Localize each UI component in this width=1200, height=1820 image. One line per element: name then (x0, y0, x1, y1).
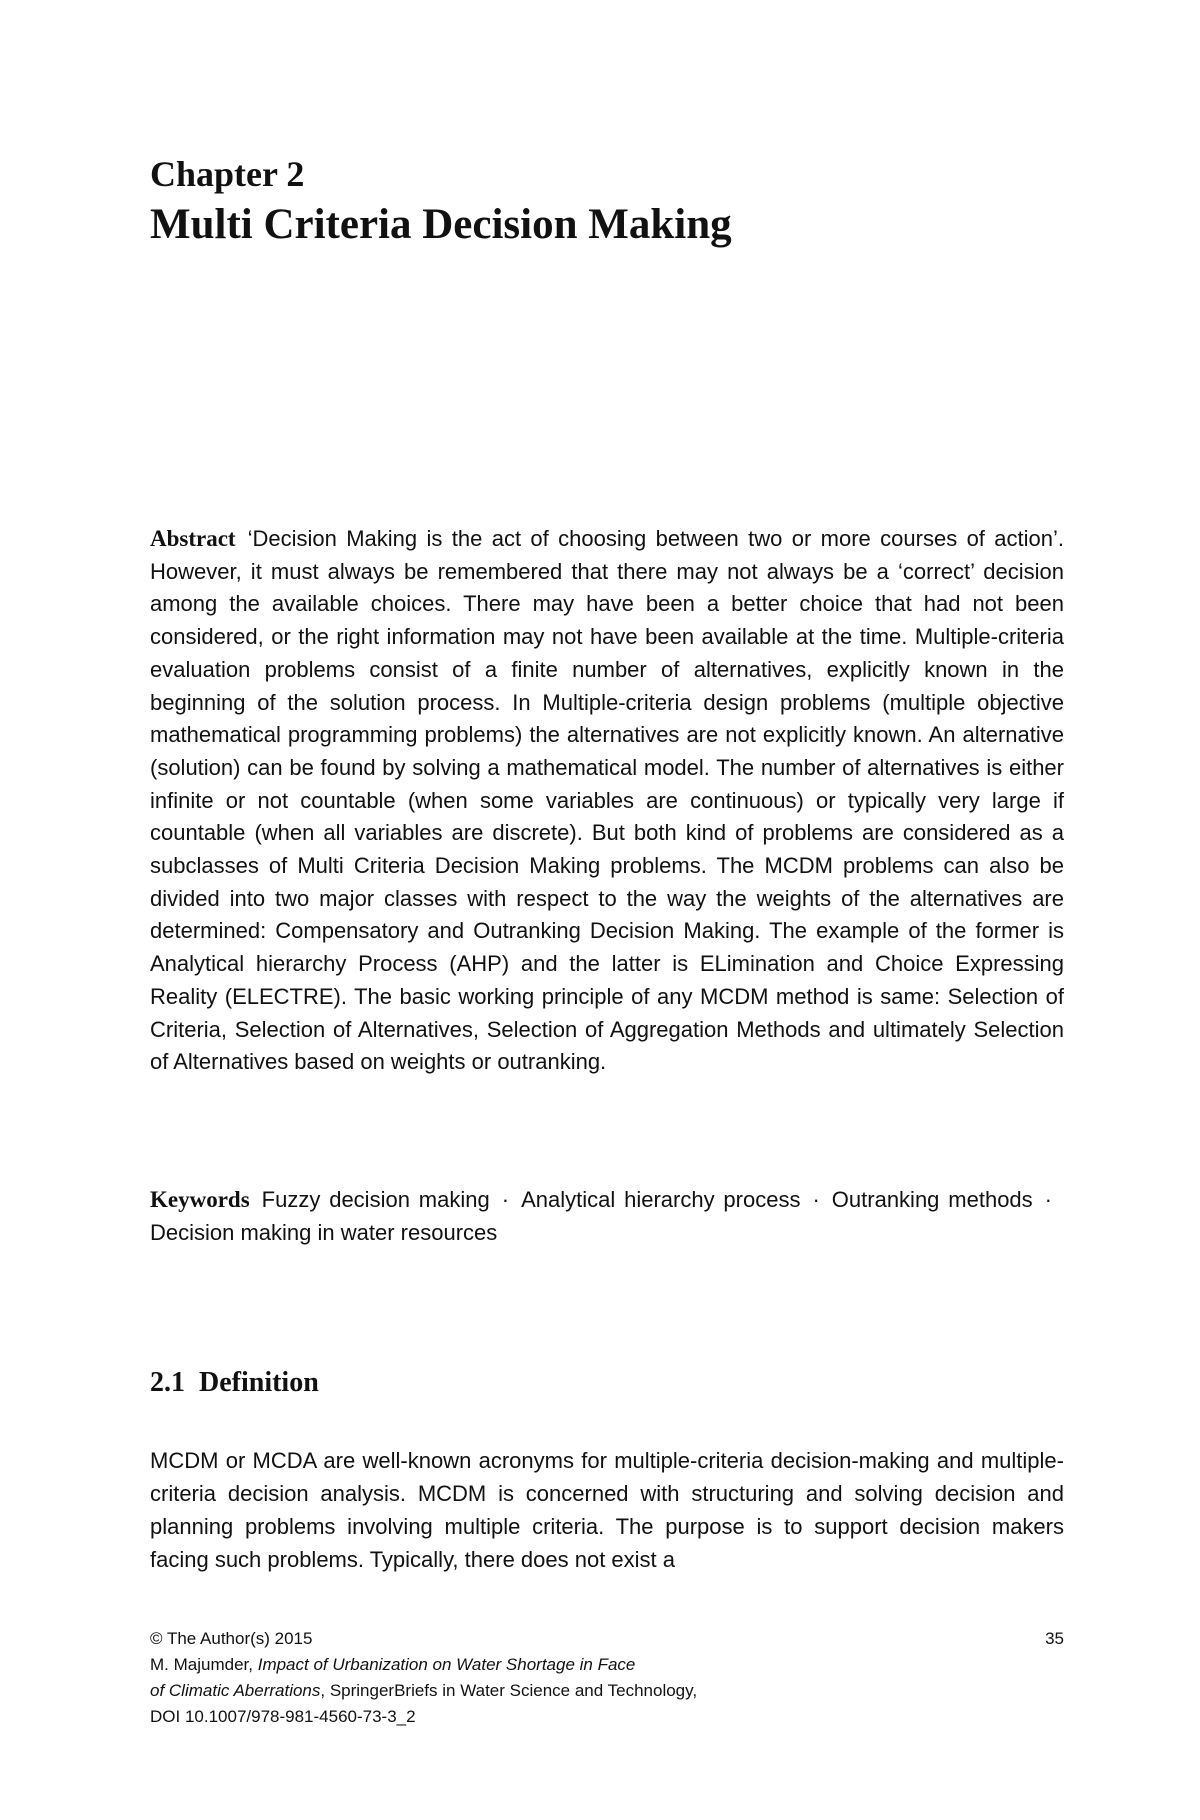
keyword-item: Outranking methods (831, 1187, 1033, 1212)
chapter-label: Chapter 2 (150, 154, 305, 194)
section-heading (150, 1366, 319, 1400)
abstract-paragraph (150, 523, 1064, 1079)
copyright-line: © The Author(s) 2015 (150, 1629, 313, 1648)
citation-author: M. Majumder, (150, 1655, 253, 1674)
citation-series: , SpringerBriefs in Water Science and Technology, (320, 1681, 698, 1700)
abstract-text: ‘Decision Making is the act of choosing between two or more courses of action’. However, it must always be remembered that there may not always be a ‘correct’ decision among the available choices. There may have been a better choice that had not been considered, or the right information may not have been available at the time. Multiple-criteria evaluation problems consist of a finite number of alternatives, explicitly known in the beginning of the solution process. In Multiple-criteria design problems (multiple objective mathematical programming problems) the alternatives are not explicitly known. An alternative (solution) can be found by solving a mathematical model. The number of alternatives is either infinite or not countable (when some variables are continuous) or typically very large if countable (when all variables are discrete). But both kind of problems are considered as a subclasses of Multi Criteria Decision Making problems. The MCDM problems can also be divided into two major classes with respect to the way the weights of the alternatives are determined: Compensatory and Outranking Decision Making. The example of the former is Analytical hierarchy Process (AHP) and the latter is ELimination and Choice Expressing Reality (ELECTRE). The basic working principle of any MCDM method is same: Selection of Criteria, Selection of Alternatives, Selection of Aggregation Methods and ultimately Selection of Alternatives based on weights or outranking. (150, 526, 1064, 1075)
page-footer (150, 1626, 1064, 1730)
section-title: Definition (199, 1367, 319, 1398)
citation-line-1 (150, 1652, 1064, 1678)
section-number: 2.1 (150, 1367, 185, 1398)
abstract-label: Abstract (150, 526, 236, 551)
citation-book-title-part2: of Climatic Aberrations (150, 1681, 321, 1700)
citation-line-2 (150, 1678, 1064, 1704)
keyword-item: Fuzzy decision making (261, 1187, 490, 1212)
page-number: 35 (1045, 1629, 1064, 1648)
keywords-label: Keywords (150, 1187, 250, 1212)
keyword-separator: · (501, 1187, 510, 1212)
keyword-item: Decision making in water resources (150, 1220, 498, 1245)
chapter-title: Multi Criteria Decision Making (150, 201, 732, 248)
citation-book-title-part1: Impact of Urbanization on Water Shortage in Face (257, 1655, 636, 1674)
keyword-separator: · (1044, 1187, 1052, 1212)
doi-line: DOI 10.1007/978-981-4560-73-3_2 (150, 1707, 416, 1726)
keyword-item: Analytical hierarchy process (521, 1187, 801, 1212)
keyword-separator: · (812, 1187, 820, 1212)
section-body-text: MCDM or MCDA are well-known acronyms for multiple-criteria decision-making and multiple-criteria decision analysis. MCDM is concerned with structuring and solving decision and planning problems involving multiple criteria. The purpose is to support decision makers facing such problems. Typically, there does not exist a (150, 1448, 1064, 1572)
keywords-paragraph (150, 1183, 1064, 1249)
